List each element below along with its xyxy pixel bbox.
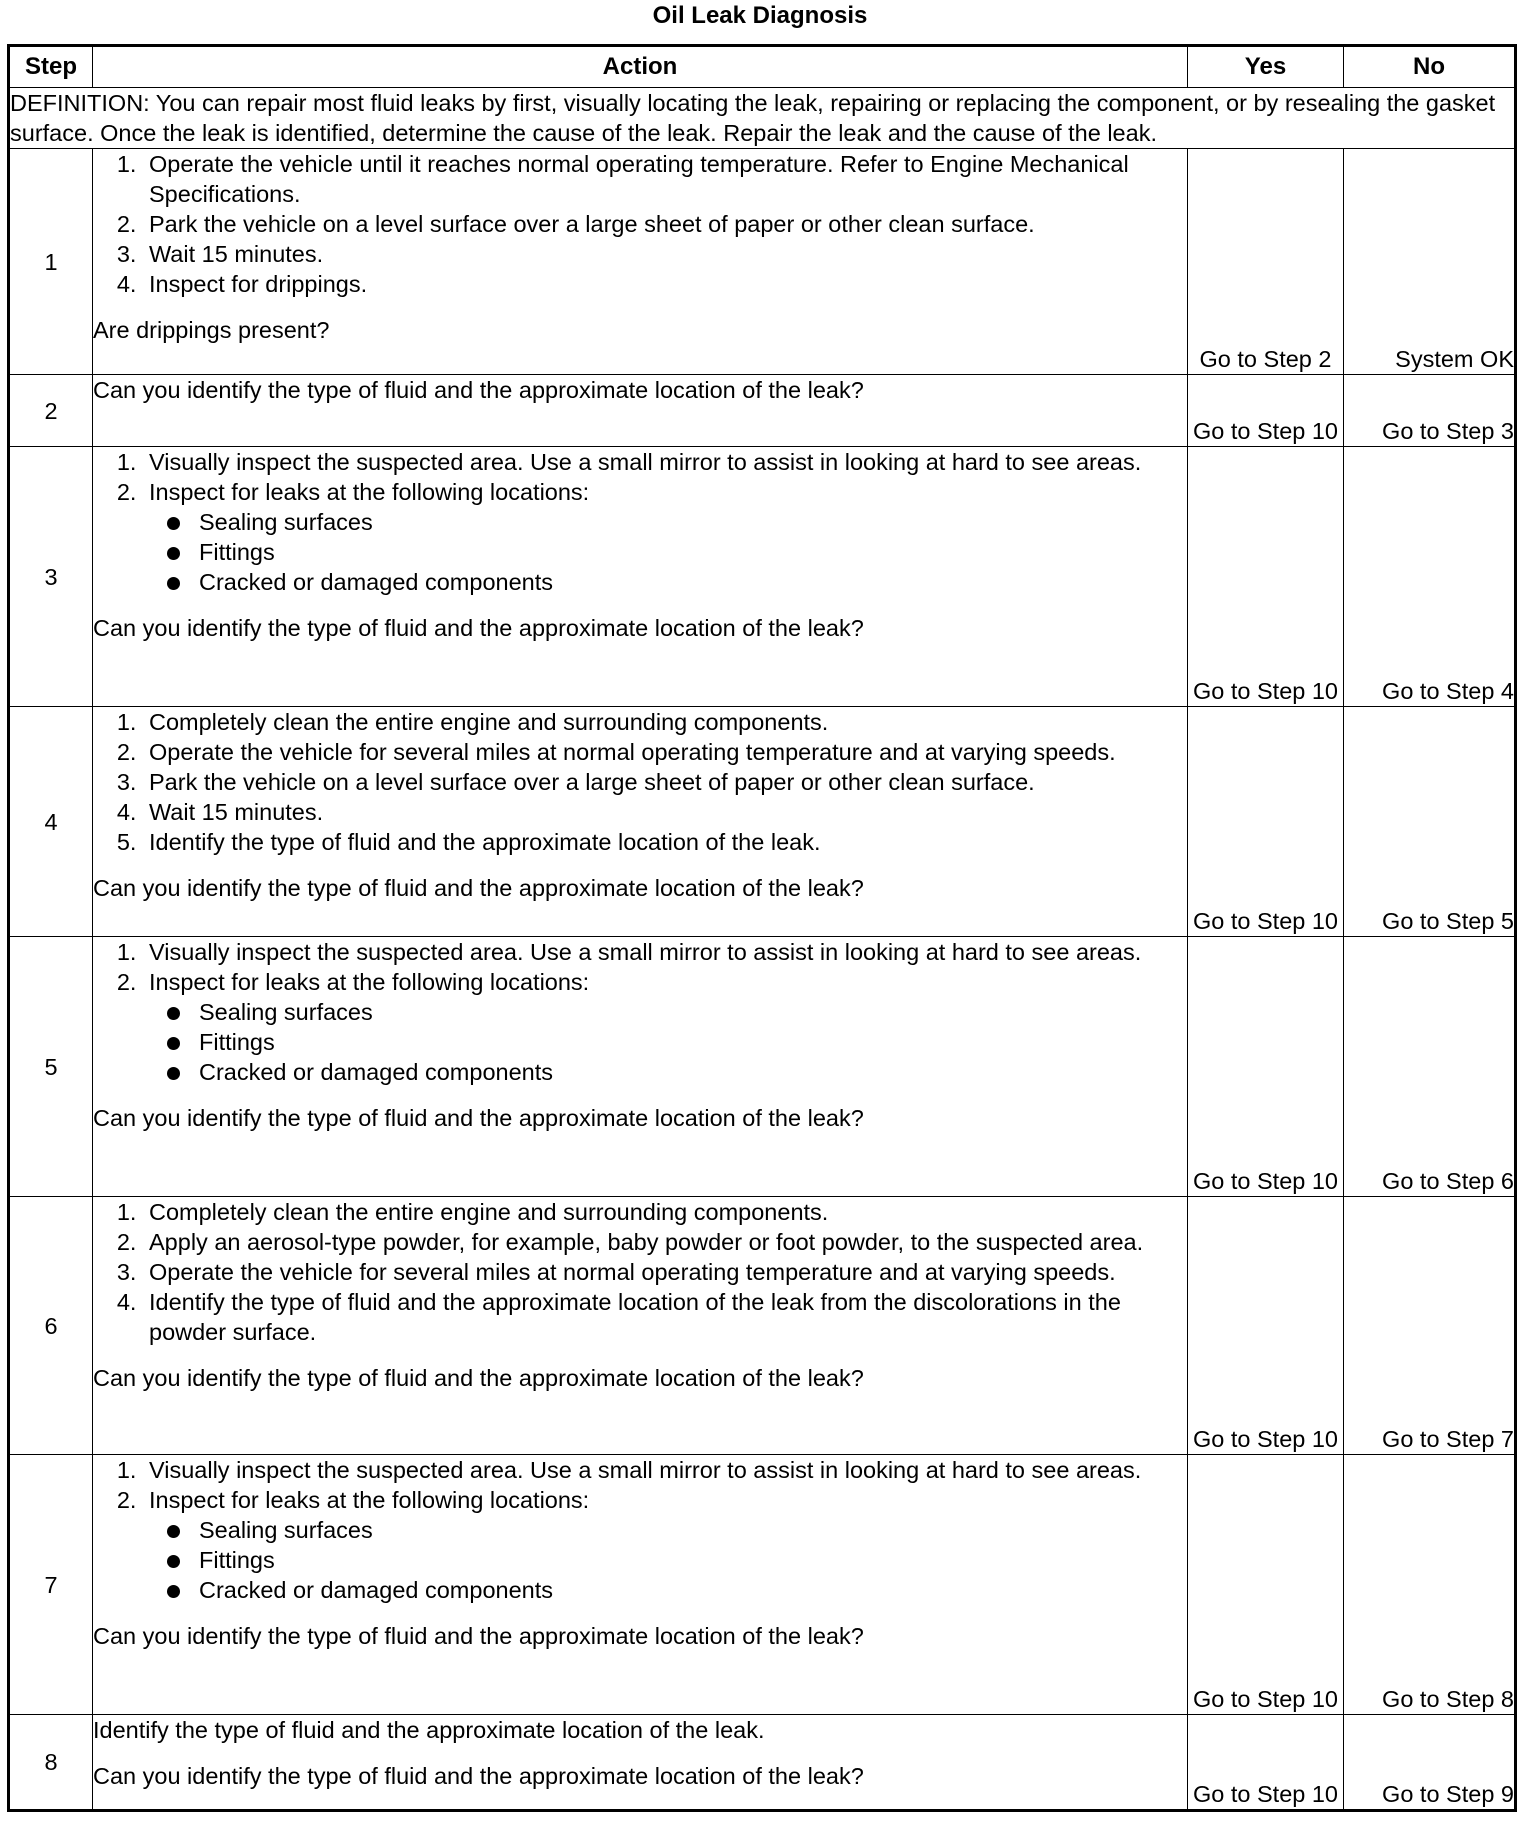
no-result: Go to Step 3 xyxy=(1344,375,1516,447)
step-row xyxy=(9,707,1516,937)
location-list xyxy=(149,507,1187,597)
action-item xyxy=(143,737,1187,767)
header-row xyxy=(9,46,1516,88)
step-action xyxy=(93,707,1188,937)
action-item xyxy=(143,1197,1187,1227)
step-row xyxy=(9,447,1516,707)
step-question: Can you identify the type of fluid and the approximate location of the leak? xyxy=(93,1365,864,1391)
yes-result: Go to Step 10 xyxy=(1188,1715,1344,1811)
action-item xyxy=(143,209,1187,239)
step-number: 1 xyxy=(9,149,93,375)
action-item xyxy=(143,797,1187,827)
no-result: Go to Step 7 xyxy=(1344,1197,1516,1455)
location-item: Fittings xyxy=(193,537,1187,567)
action-item xyxy=(143,239,1187,269)
header-action: Action xyxy=(93,46,1188,88)
action-item xyxy=(143,447,1187,477)
action-list xyxy=(93,149,1187,299)
location-item: Sealing surfaces xyxy=(193,507,1187,537)
action-item-text: Operate the vehicle for several miles at normal operating temperature and at varying speeds. xyxy=(149,739,1116,765)
action-list xyxy=(93,447,1187,597)
step-question: Can you identify the type of fluid and the approximate location of the leak? xyxy=(93,1623,864,1649)
action-item-text: Inspect for drippings. xyxy=(149,271,368,297)
action-item-text: Wait 15 minutes. xyxy=(149,799,324,825)
action-list xyxy=(93,937,1187,1087)
location-item: Cracked or damaged components xyxy=(193,567,1187,597)
header-no: No xyxy=(1344,46,1516,88)
step-number: 8 xyxy=(9,1715,93,1811)
step-row xyxy=(9,149,1516,375)
action-item xyxy=(143,269,1187,299)
step-number: 7 xyxy=(9,1455,93,1715)
step-number: 6 xyxy=(9,1197,93,1455)
diagnosis-table xyxy=(7,44,1517,1812)
action-list xyxy=(93,1197,1187,1347)
action-lead: Identify the type of fluid and the approximate location of the leak. xyxy=(93,1717,765,1743)
yes-result: Go to Step 10 xyxy=(1188,375,1344,447)
action-item-text: Operate the vehicle for several miles at normal operating temperature and at varying speeds. xyxy=(149,1259,1116,1285)
step-number: 3 xyxy=(9,447,93,707)
action-item-text: Operate the vehicle until it reaches normal operating temperature. Refer to Engine Mechanical Specifications. xyxy=(149,151,1129,207)
no-result: Go to Step 8 xyxy=(1344,1455,1516,1715)
action-item xyxy=(143,149,1187,209)
location-item: Fittings xyxy=(193,1027,1187,1057)
action-list xyxy=(93,707,1187,857)
location-list xyxy=(149,997,1187,1087)
action-item xyxy=(143,827,1187,857)
action-item-text: Park the vehicle on a level surface over a large sheet of paper or other clean surface. xyxy=(149,211,1035,237)
step-number: 5 xyxy=(9,937,93,1197)
step-number: 2 xyxy=(9,375,93,447)
action-item-text: Inspect for leaks at the following locations: xyxy=(149,1487,590,1513)
step-question: Can you identify the type of fluid and the approximate location of the leak? xyxy=(93,1105,864,1131)
step-row xyxy=(9,1715,1516,1811)
action-item xyxy=(143,707,1187,737)
action-item-text: Identify the type of fluid and the approximate location of the leak from the discolorations in the powder surface. xyxy=(149,1289,1121,1345)
step-action xyxy=(93,149,1188,375)
page-title: Oil Leak Diagnosis xyxy=(652,2,868,29)
step-question: Are drippings present? xyxy=(93,317,330,343)
step-question: Can you identify the type of fluid and the approximate location of the leak? xyxy=(93,615,864,641)
no-result: Go to Step 9 xyxy=(1344,1715,1516,1811)
action-item-text: Inspect for leaks at the following locations: xyxy=(149,479,590,505)
step-row xyxy=(9,1455,1516,1715)
location-item: Cracked or damaged components xyxy=(193,1575,1187,1605)
no-result: Go to Step 6 xyxy=(1344,937,1516,1197)
definition-row xyxy=(9,88,1516,149)
location-item: Sealing surfaces xyxy=(193,997,1187,1027)
step-action xyxy=(93,375,1188,447)
no-result: System OK xyxy=(1344,149,1516,375)
no-result: Go to Step 5 xyxy=(1344,707,1516,937)
yes-result: Go to Step 10 xyxy=(1188,1197,1344,1455)
step-action xyxy=(93,937,1188,1197)
action-item-text: Visually inspect the suspected area. Use a small mirror to assist in looking at hard to see areas. xyxy=(149,1457,1142,1483)
header-step: Step xyxy=(9,46,93,88)
location-item: Sealing surfaces xyxy=(193,1515,1187,1545)
no-result: Go to Step 4 xyxy=(1344,447,1516,707)
location-list xyxy=(149,1515,1187,1605)
action-item xyxy=(143,967,1187,1087)
step-number: 4 xyxy=(9,707,93,937)
action-item xyxy=(143,1485,1187,1605)
action-item-text: Identify the type of fluid and the approximate location of the leak. xyxy=(149,829,821,855)
yes-result: Go to Step 2 xyxy=(1188,149,1344,375)
action-item-text: Visually inspect the suspected area. Use a small mirror to assist in looking at hard to see areas. xyxy=(149,939,1142,965)
action-item xyxy=(143,477,1187,597)
step-action xyxy=(93,1455,1188,1715)
action-item-text: Completely clean the entire engine and surrounding components. xyxy=(149,709,829,735)
yes-result: Go to Step 10 xyxy=(1188,937,1344,1197)
location-item: Cracked or damaged components xyxy=(193,1057,1187,1087)
action-item xyxy=(143,1455,1187,1485)
header-yes: Yes xyxy=(1188,46,1344,88)
action-item-text: Inspect for leaks at the following locations: xyxy=(149,969,590,995)
action-item xyxy=(143,767,1187,797)
action-item-text: Apply an aerosol-type powder, for example, baby powder or foot powder, to the suspected area. xyxy=(149,1229,1144,1255)
step-question: Can you identify the type of fluid and the approximate location of the leak? xyxy=(93,377,864,403)
step-row xyxy=(9,1197,1516,1455)
action-item-text: Completely clean the entire engine and surrounding components. xyxy=(149,1199,829,1225)
action-item xyxy=(143,937,1187,967)
action-item-text: Wait 15 minutes. xyxy=(149,241,324,267)
action-item-text: Park the vehicle on a level surface over a large sheet of paper or other clean surface. xyxy=(149,769,1035,795)
yes-result: Go to Step 10 xyxy=(1188,1455,1344,1715)
step-question: Can you identify the type of fluid and the approximate location of the leak? xyxy=(93,875,864,901)
location-item: Fittings xyxy=(193,1545,1187,1575)
step-row xyxy=(9,937,1516,1197)
step-action xyxy=(93,1197,1188,1455)
definition-text: DEFINITION: You can repair most fluid leaks by first, visually locating the leak, repairing or replacing the component, or by resealing the gasket surface. Once the leak is identified, determine the cause of the leak. Repair the leak and the cause of the leak. xyxy=(9,88,1516,149)
step-question: Can you identify the type of fluid and the approximate location of the leak? xyxy=(93,1763,864,1789)
action-item xyxy=(143,1287,1187,1347)
action-item xyxy=(143,1257,1187,1287)
action-list xyxy=(93,1455,1187,1605)
yes-result: Go to Step 10 xyxy=(1188,707,1344,937)
yes-result: Go to Step 10 xyxy=(1188,447,1344,707)
step-action xyxy=(93,1715,1188,1811)
step-action xyxy=(93,447,1188,707)
action-item-text: Visually inspect the suspected area. Use a small mirror to assist in looking at hard to see areas. xyxy=(149,449,1142,475)
step-row xyxy=(9,375,1516,447)
action-item xyxy=(143,1227,1187,1257)
